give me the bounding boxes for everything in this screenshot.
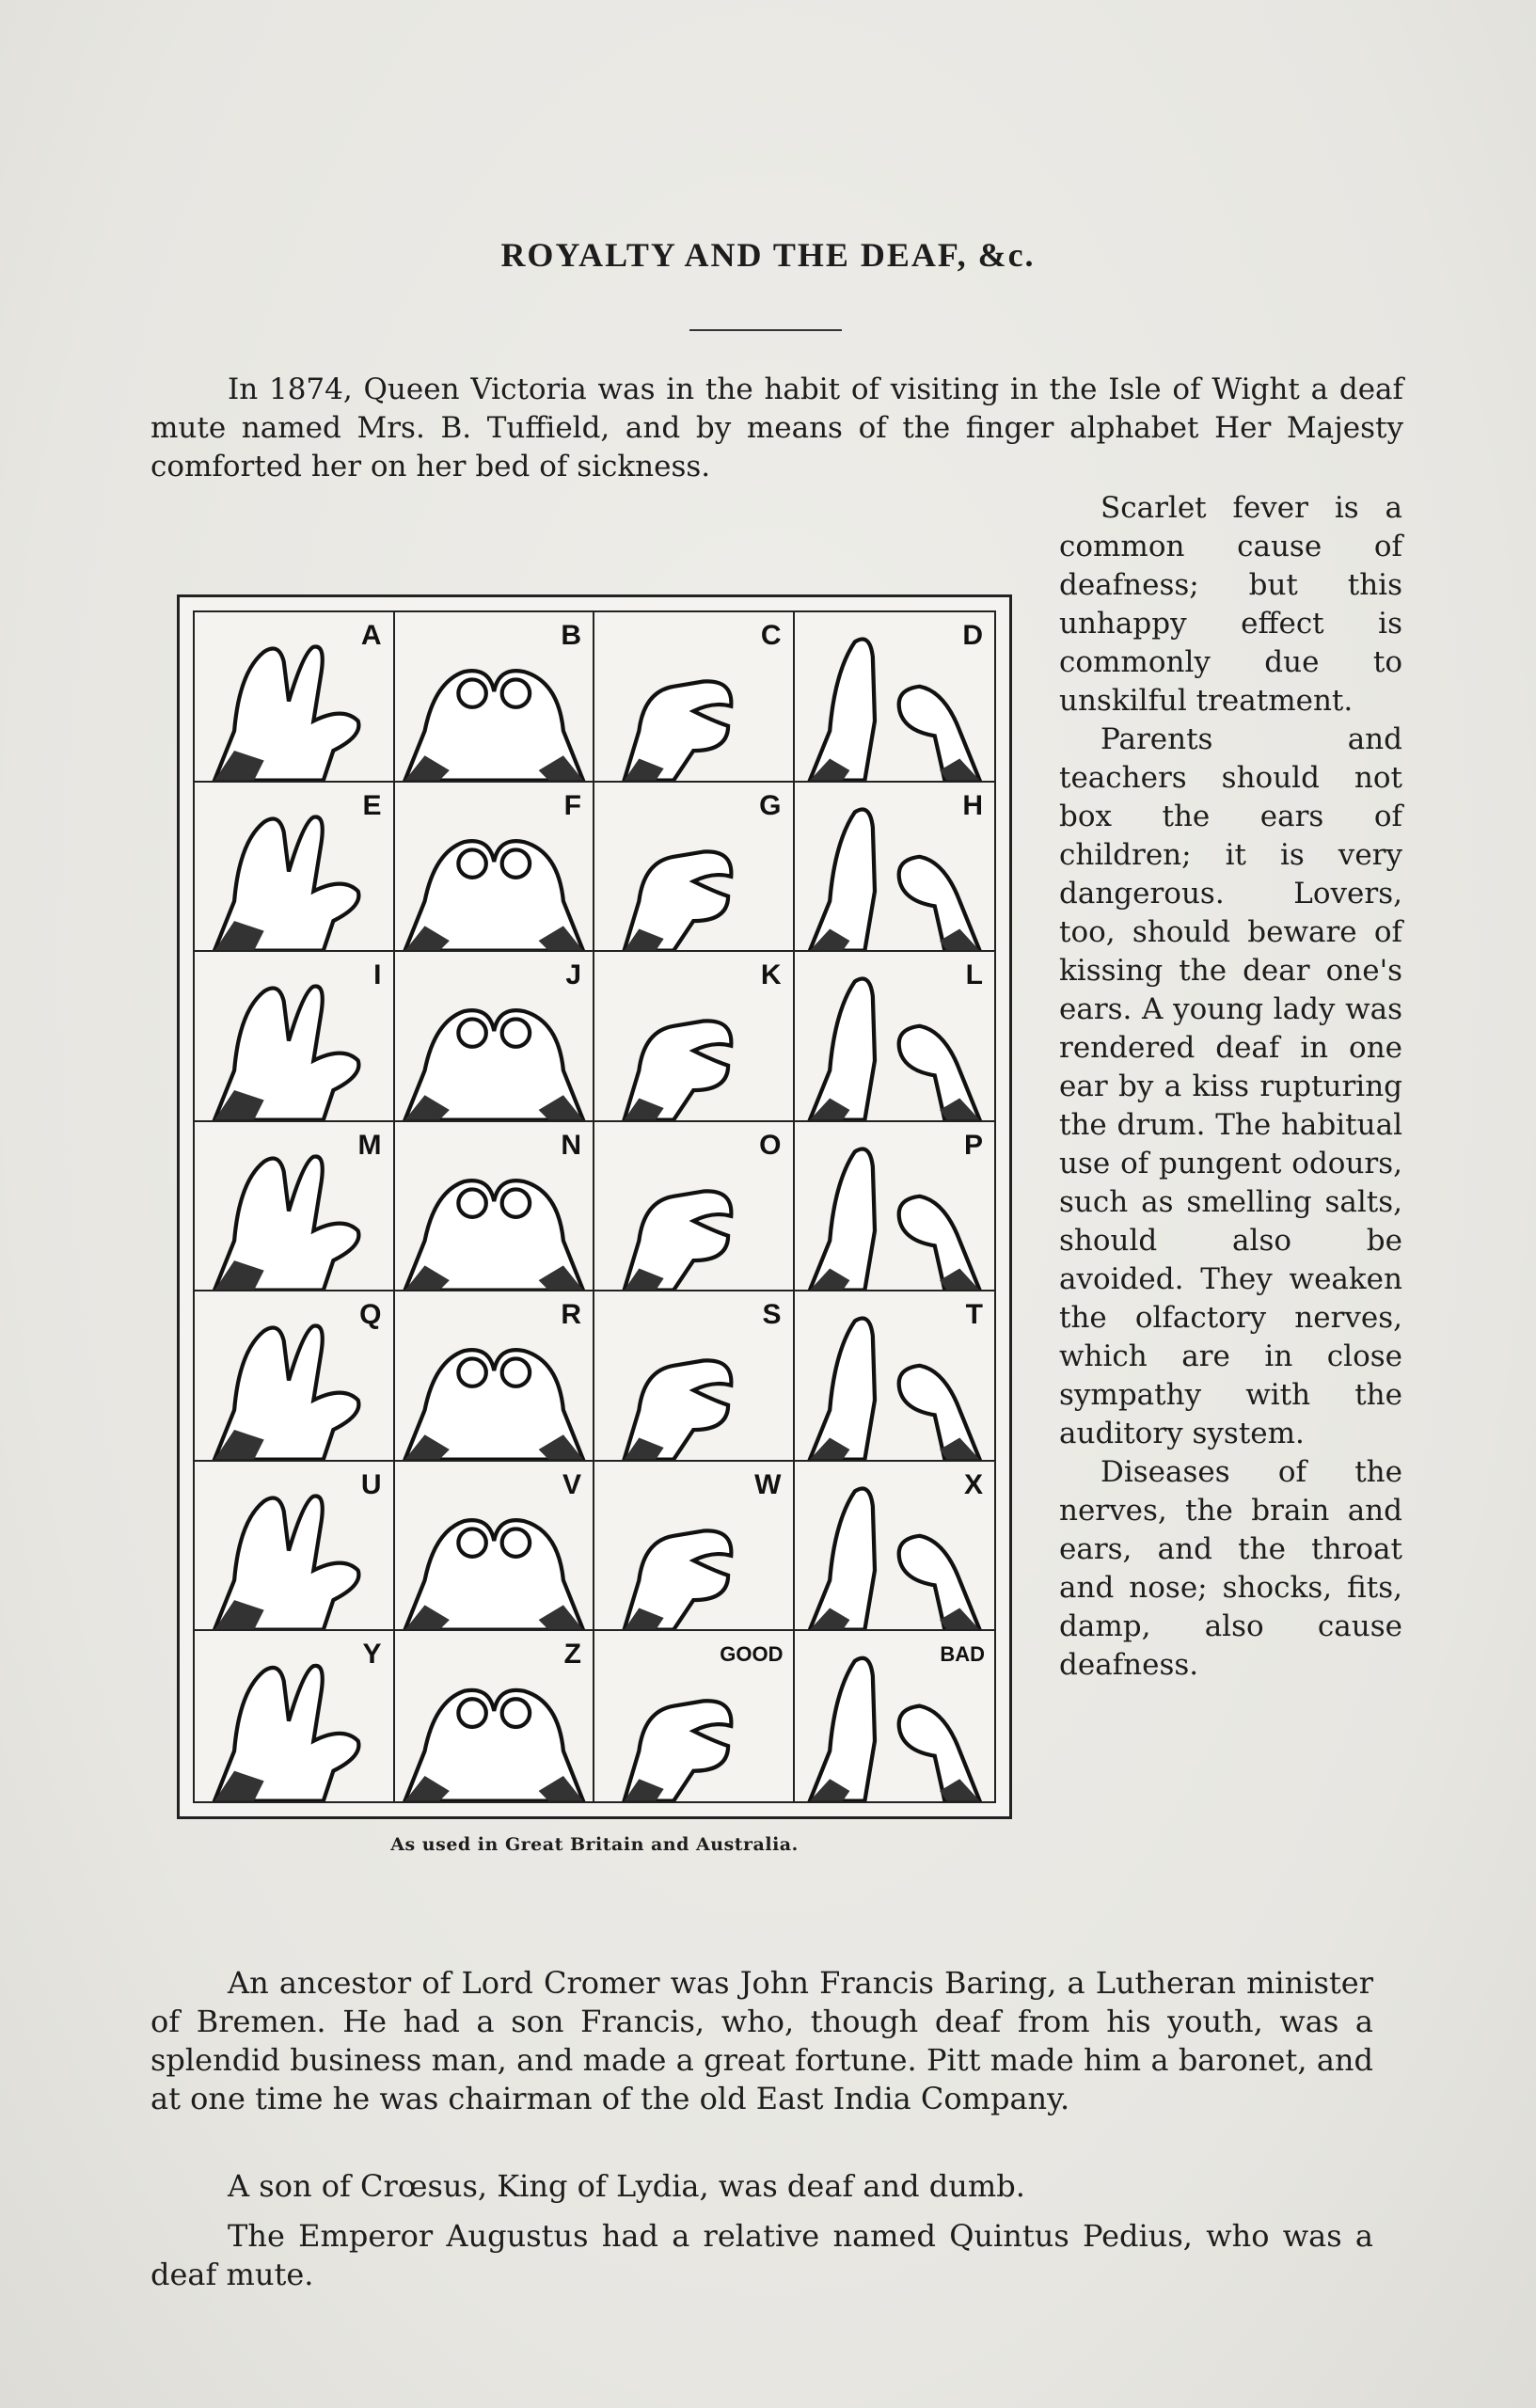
scarlet-fever-paragraph: Scarlet fever is a common cause of deafness; but this unhappy effect is commonly due to unskilful treatment. [1059, 491, 1402, 718]
sign-cell [195, 1631, 395, 1801]
sign-letter-label: H [962, 789, 983, 821]
sign-cell [795, 1291, 995, 1462]
sign-letter-label: G [759, 789, 782, 821]
sign-cell [395, 612, 595, 783]
augustus-text: The Emperor Augustus had a relative named Quintus Pedius, who was a deaf mute. [150, 2218, 1373, 2292]
sign-cell [594, 952, 795, 1122]
cromer-text: An ancestor of Lord Cromer was John Francis Baring, a Lutheran minister of Bremen. He had a son Francis, who, though deaf from his youth, was a splendid business man, and made a great fortune. Pitt made him a baronet, and at one time he was chairman of the old East India Company. [150, 1965, 1373, 2116]
sign-letter-label: I [373, 959, 382, 991]
hand-sign-illustration [795, 952, 995, 1120]
hand-sign-illustration [395, 952, 594, 1120]
sign-cell [795, 952, 995, 1122]
sign-cell [395, 952, 595, 1122]
hand-sign-illustration [195, 952, 393, 1120]
sign-letter-label: E [362, 789, 382, 821]
sign-letter-label: V [562, 1468, 581, 1500]
chart-caption: As used in Great Britain and Australia. [390, 1834, 799, 1855]
sign-cell [594, 1462, 795, 1632]
sign-cell [395, 1122, 595, 1292]
sign-cell [195, 612, 395, 783]
croesus-text: A son of Crœsus, King of Lydia, was deaf and dumb. [228, 2168, 1025, 2204]
title-divider [689, 329, 842, 331]
sign-cell [594, 783, 795, 953]
intro-text: In 1874, Queen Victoria was in the habit of visiting in the Isle of Wight a deaf mute named Mrs. B. Tuffield, and by means of the finger alphabet Her Majesty comforted her on her bed of sickness. [150, 372, 1403, 483]
sign-cell [195, 1291, 395, 1462]
augustus-paragraph [150, 2217, 1373, 2294]
sign-letter-label: N [561, 1129, 581, 1161]
sign-cell [594, 1291, 795, 1462]
sign-letter-label: S [762, 1299, 782, 1331]
sign-cell [795, 1122, 995, 1292]
sign-letter-label: T [965, 1299, 983, 1331]
sign-cell [795, 783, 995, 953]
sign-letter-label: L [965, 959, 983, 991]
sign-letter-label: J [565, 959, 581, 991]
sign-cell [195, 1122, 395, 1292]
sign-letter-label: O [759, 1129, 782, 1161]
sign-letter-label: F [563, 789, 581, 821]
sign-letter-label: Q [359, 1299, 382, 1331]
hand-sign-illustration [395, 1631, 594, 1801]
sign-letter-label: GOOD [720, 1642, 784, 1667]
sign-cell [395, 1462, 595, 1632]
sign-cell [795, 1631, 995, 1801]
sign-letter-label: A [360, 620, 382, 651]
sign-cell [795, 1462, 995, 1632]
sign-letter-label: B [561, 620, 581, 651]
sign-letter-label: P [963, 1129, 983, 1161]
page-title: ROYALTY AND THE DEAF, &c. [500, 236, 1036, 274]
sign-letter-label: M [357, 1129, 382, 1161]
diseases-paragraph: Diseases of the nerves, the brain and ears, and the throat and nose; shocks, fits, damp, also cause deafness. [1059, 1455, 1402, 1682]
sign-cell [594, 612, 795, 783]
sign-cell [195, 783, 395, 953]
sign-letter-label: C [760, 620, 782, 651]
sign-cell [195, 952, 395, 1122]
finger-alphabet-grid [193, 610, 996, 1803]
sign-cell [395, 1291, 595, 1462]
sign-letter-label: D [962, 620, 983, 651]
sign-letter-label: X [963, 1468, 983, 1500]
sign-letter-label: K [760, 959, 782, 991]
sign-cell [195, 1462, 395, 1632]
sign-letter-label: Y [362, 1639, 382, 1671]
side-column [1059, 489, 1402, 1685]
cromer-paragraph [150, 1964, 1373, 2118]
sign-letter-label: U [360, 1468, 382, 1500]
hand-sign-illustration [395, 783, 594, 951]
sign-letter-label: R [561, 1299, 581, 1331]
parents-paragraph: Parents and teachers should not box the ears of children; it is very dangerous. Lovers, too, should beware of kissing the dear one's ears. A young lady was rendered deaf in one ear by a kiss rupturing the drum. The habitual use of pungent odours, such as smelling salts, should also be avoided. They weaken the olfactory nerves, which are in close sympathy with the auditory system. [1059, 722, 1402, 1450]
hand-sign-illustration [795, 1291, 995, 1460]
intro-paragraph [150, 371, 1403, 486]
sign-cell [594, 1122, 795, 1292]
sign-letter-label: BAD [940, 1642, 985, 1667]
finger-alphabet-chart [177, 594, 1012, 1819]
sign-cell [594, 1631, 795, 1801]
sign-cell [395, 783, 595, 953]
sign-letter-label: W [754, 1468, 782, 1500]
sign-cell [395, 1631, 595, 1801]
sign-cell [795, 612, 995, 783]
sign-letter-label: Z [563, 1639, 581, 1671]
croesus-paragraph [150, 2167, 1373, 2206]
